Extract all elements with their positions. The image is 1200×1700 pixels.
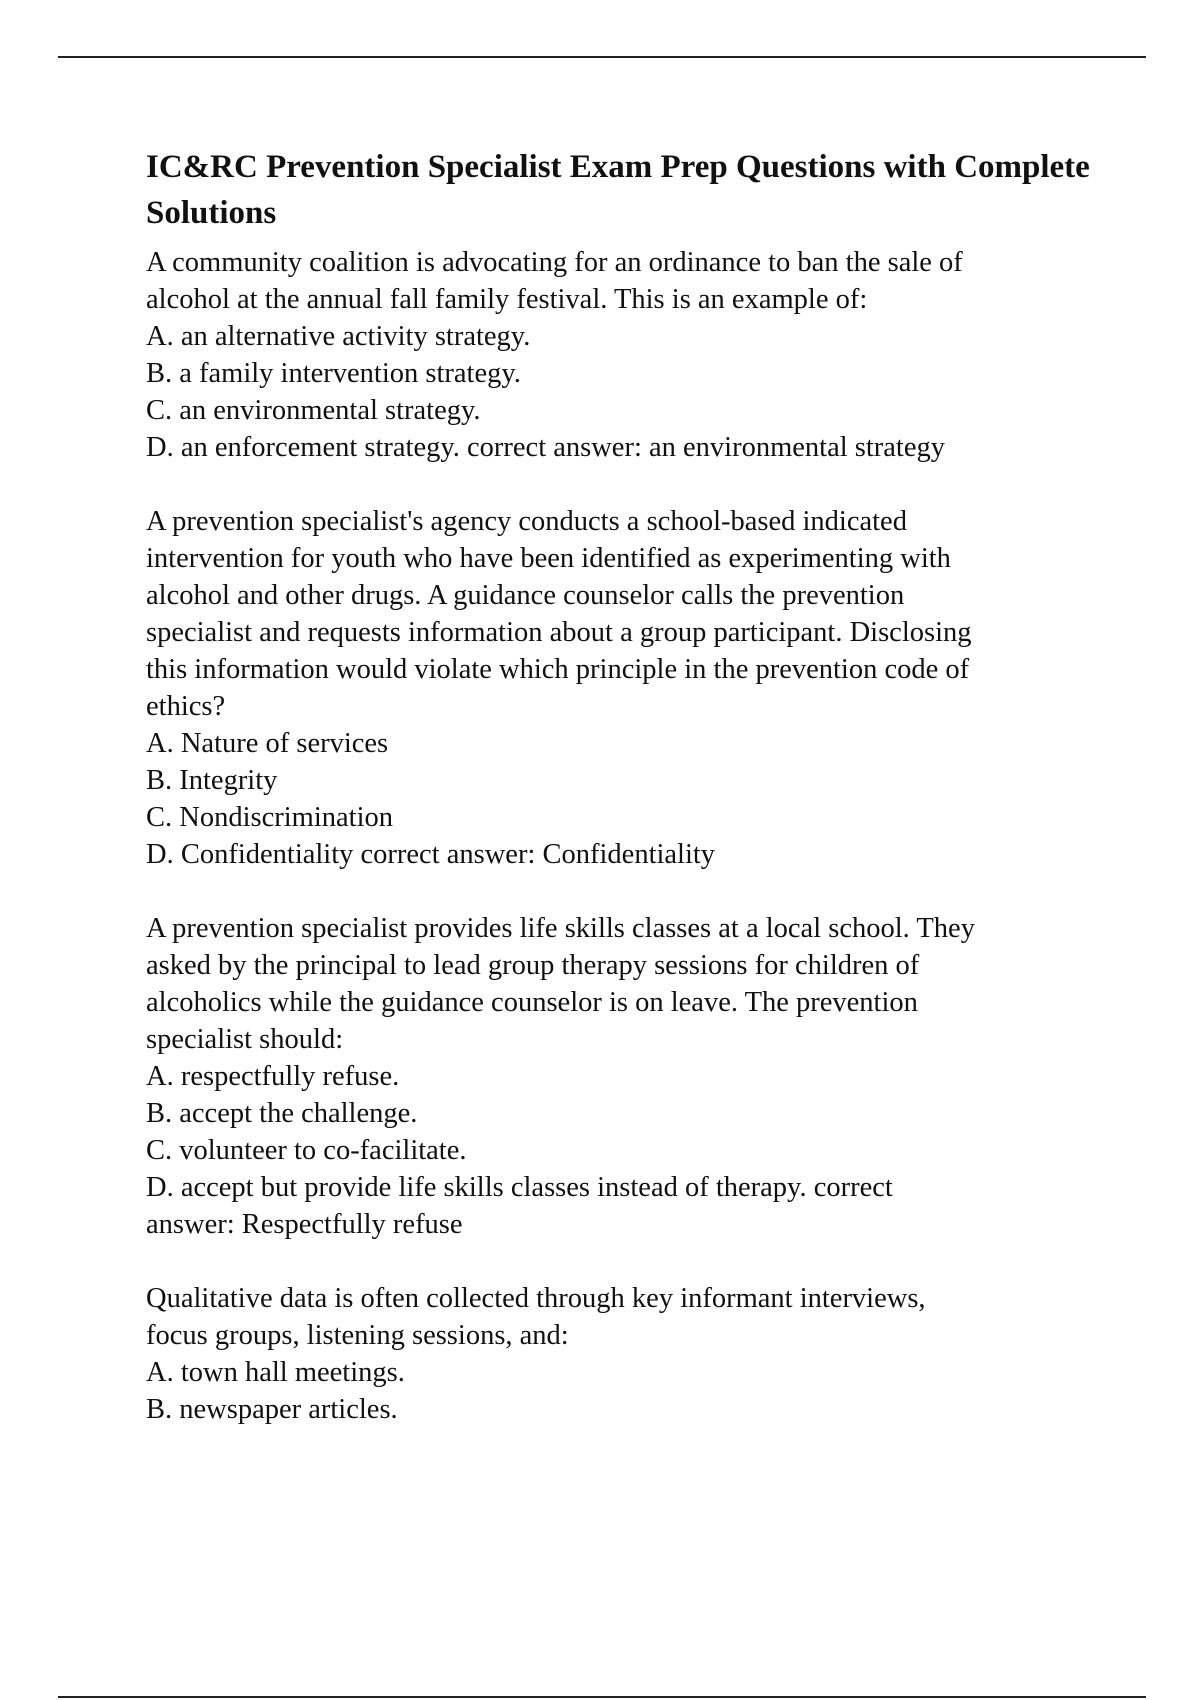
document-title: IC&RC Prevention Specialist Exam Prep Questions with Complete Solutions <box>146 149 1090 231</box>
page-content <box>146 144 1106 1465</box>
question-2-stem-line-3: alcohol and other drugs. A guidance counselor calls the prevention <box>146 580 905 611</box>
question-2-option-b: B. Integrity <box>146 765 278 796</box>
bottom-rule <box>58 1696 1146 1698</box>
question-4 <box>146 1280 1106 1428</box>
question-3-stem-line-3: alcoholics while the guidance counselor is on leave. The prevention <box>146 987 918 1018</box>
question-3-stem-line-2: asked by the principal to lead group therapy sessions for children of <box>146 950 920 981</box>
question-1-stem-line-2: alcohol at the annual fall family festival. This is an example of: <box>146 284 868 315</box>
question-1-option-a: A. an alternative activity strategy. <box>146 321 531 352</box>
question-2-stem-line-2: intervention for youth who have been identified as experimenting with <box>146 543 951 574</box>
question-1-option-d: D. an enforcement strategy. correct answer: an environmental strategy <box>146 432 945 463</box>
top-rule <box>58 56 1146 58</box>
question-2-stem-line-4: specialist and requests information about a group participant. Disclosing <box>146 617 972 648</box>
question-2-stem-line-6: ethics? <box>146 691 226 722</box>
question-4-stem-line-2: focus groups, listening sessions, and: <box>146 1320 569 1351</box>
question-4-stem-line-1: Qualitative data is often collected through key informant interviews, <box>146 1283 926 1314</box>
question-3 <box>146 910 1106 1243</box>
question-2-stem-line-1: A prevention specialist's agency conducts a school-based indicated <box>146 506 907 537</box>
question-1-stem-line-1: A community coalition is advocating for an ordinance to ban the sale of <box>146 247 963 278</box>
question-1-option-b: B. a family intervention strategy. <box>146 358 521 389</box>
question-4-option-a: A. town hall meetings. <box>146 1357 405 1388</box>
question-3-option-c: C. volunteer to co-facilitate. <box>146 1135 467 1166</box>
question-1 <box>146 244 1106 466</box>
question-2 <box>146 503 1106 873</box>
question-2-option-c: C. Nondiscrimination <box>146 802 393 833</box>
question-3-stem-line-4: specialist should: <box>146 1024 344 1055</box>
question-4-option-b: B. newspaper articles. <box>146 1394 398 1425</box>
question-1-option-c: C. an environmental strategy. <box>146 395 481 426</box>
question-3-option-b: B. accept the challenge. <box>146 1098 418 1129</box>
question-3-option-d: D. accept but provide life skills classes instead of therapy. correct <box>146 1172 893 1203</box>
question-2-option-a: A. Nature of services <box>146 728 389 759</box>
question-2-stem-line-5: this information would violate which principle in the prevention code of <box>146 654 970 685</box>
question-3-option-a: A. respectfully refuse. <box>146 1061 400 1092</box>
question-2-option-d: D. Confidentiality correct answer: Confidentiality <box>146 839 716 870</box>
question-3-stem-line-1: A prevention specialist provides life skills classes at a local school. They <box>146 913 975 944</box>
question-3-option-d-continued: answer: Respectfully refuse <box>146 1209 463 1240</box>
